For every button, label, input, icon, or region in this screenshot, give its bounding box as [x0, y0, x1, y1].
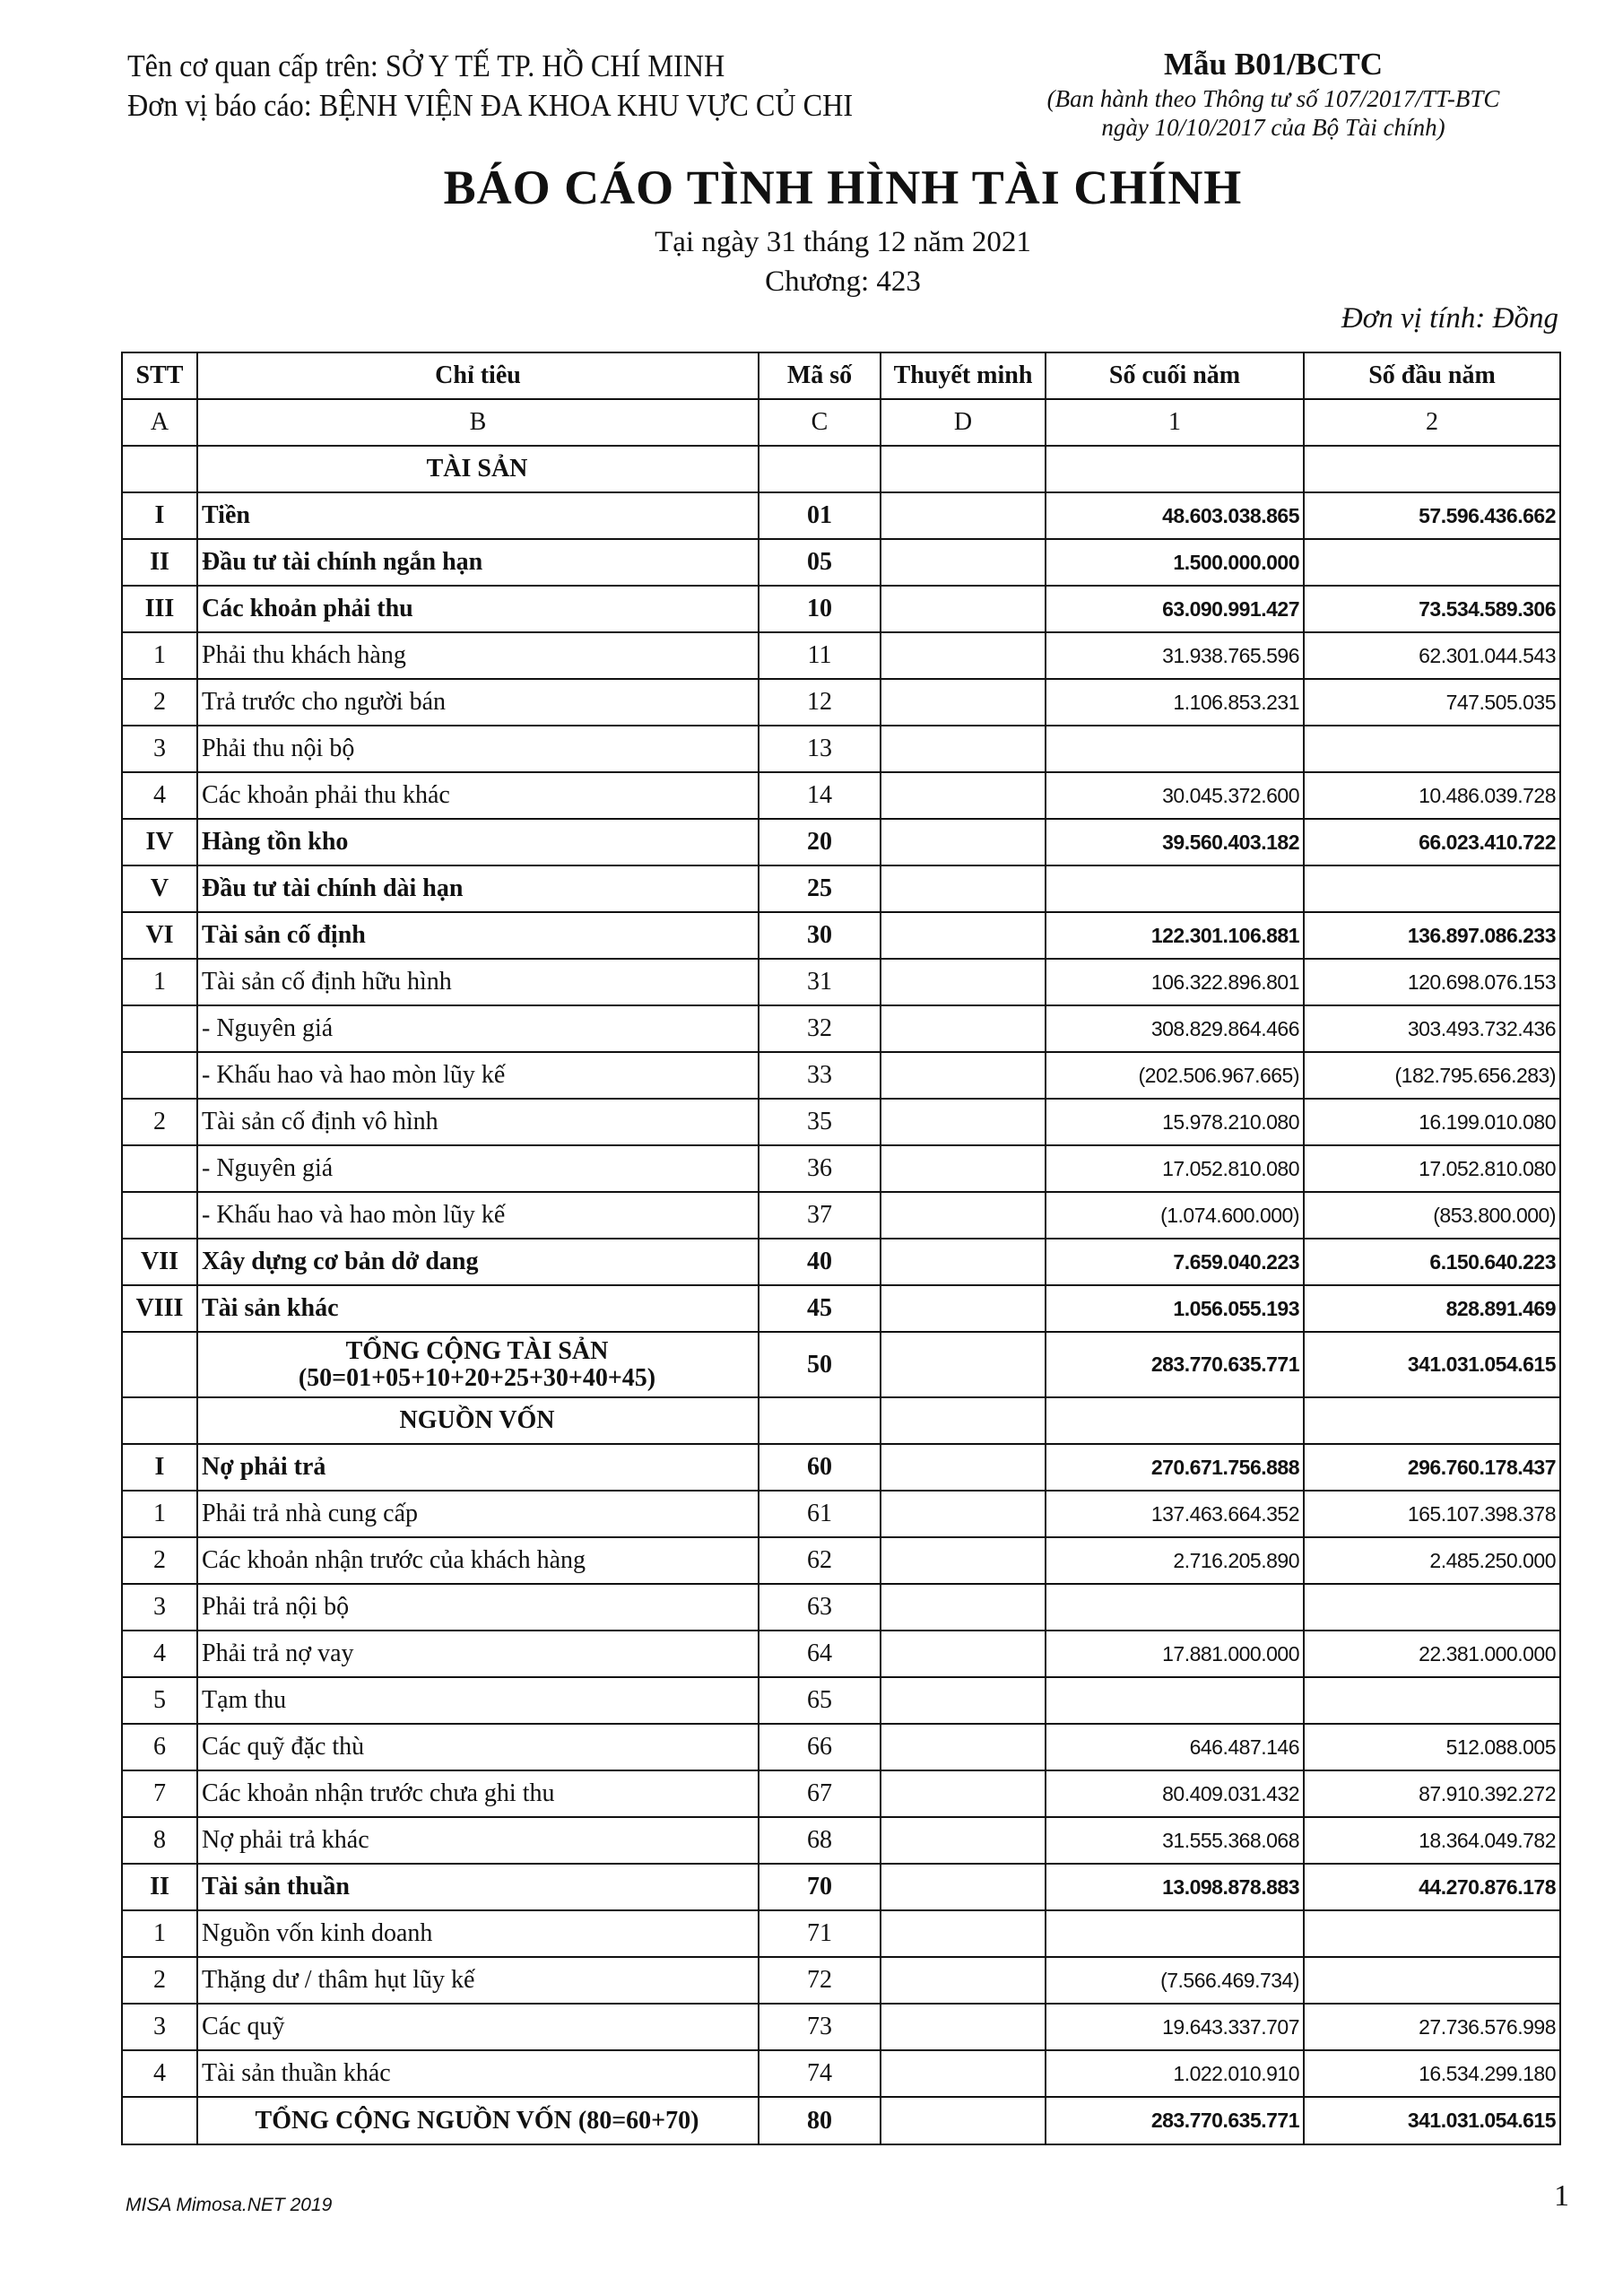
table-row [122, 1491, 1560, 1537]
row-year-start-value: 2.485.250.000 [1304, 1537, 1560, 1584]
form-info [995, 45, 1551, 142]
row-code: 20 [759, 819, 881, 865]
row-year-end-value: 283.770.635.771 [1046, 2097, 1304, 2144]
row-indicator-line1: TỔNG CỘNG TÀI SẢN [345, 1336, 609, 1365]
row-code: 33 [759, 1052, 881, 1099]
table-row [122, 1631, 1560, 1677]
row-note [881, 1770, 1046, 1817]
row-year-end-value [1046, 726, 1304, 772]
row-year-end-value [1046, 1584, 1304, 1631]
table-row [122, 1444, 1560, 1491]
table-row [122, 959, 1560, 1005]
row-year-end-value: 15.978.210.080 [1046, 1099, 1304, 1145]
row-note [881, 539, 1046, 586]
row-code: 14 [759, 772, 881, 819]
row-indicator: Tài sản cố định vô hình [197, 1099, 759, 1145]
row-year-start-value: 87.910.392.272 [1304, 1770, 1560, 1817]
row-note [881, 632, 1046, 679]
row-year-end-value: 19.643.337.707 [1046, 2004, 1304, 2050]
row-stt: 3 [122, 1584, 197, 1631]
row-year-start-value: 296.760.178.437 [1304, 1444, 1560, 1491]
report-date: Tại ngày 31 tháng 12 năm 2021 [655, 226, 1031, 258]
table-row [122, 446, 1560, 492]
table-row [122, 726, 1560, 772]
table-row [122, 586, 1560, 632]
row-note [881, 912, 1046, 959]
row-code: 72 [759, 1957, 881, 2004]
table-row [122, 1052, 1560, 1099]
table-row [122, 1285, 1560, 1332]
col-key-d: D [881, 399, 1046, 446]
row-stt: VIII [122, 1285, 197, 1332]
row-code: 45 [759, 1285, 881, 1332]
row-indicator: Trả trước cho người bán [197, 679, 759, 726]
row-indicator: Phải trả nhà cung cấp [197, 1491, 759, 1537]
row-indicator: Các quỹ [197, 2004, 759, 2050]
table-row [122, 912, 1560, 959]
table-row [122, 819, 1560, 865]
table-row [122, 1005, 1560, 1052]
row-note [881, 1631, 1046, 1677]
row-year-start-value [1304, 1910, 1560, 1957]
row-stt: 2 [122, 679, 197, 726]
row-code: 66 [759, 1724, 881, 1770]
row-year-start-value: 341.031.054.615 [1304, 2097, 1560, 2144]
row-year-start-value: 165.107.398.378 [1304, 1491, 1560, 1537]
report-title: BÁO CÁO TÌNH HÌNH TÀI CHÍNH [443, 161, 1243, 214]
row-indicator: NGUỒN VỐN [197, 1397, 759, 1444]
col-header-indicator: Chỉ tiêu [197, 352, 759, 399]
row-code: 31 [759, 959, 881, 1005]
row-stt: III [122, 586, 197, 632]
row-indicator: Tạm thu [197, 1677, 759, 1724]
row-code: 65 [759, 1677, 881, 1724]
row-note [881, 1332, 1046, 1397]
row-stt: 2 [122, 1957, 197, 2004]
row-year-end-value: 283.770.635.771 [1046, 1332, 1304, 1397]
row-year-end-value: 308.829.864.466 [1046, 1005, 1304, 1052]
row-stt: 4 [122, 2050, 197, 2097]
row-code: 12 [759, 679, 881, 726]
table-row [122, 1864, 1560, 1910]
col-header-year-start: Số đầu năm [1304, 352, 1560, 399]
row-note [881, 1239, 1046, 1285]
row-year-end-value: 48.603.038.865 [1046, 492, 1304, 539]
row-indicator: Phải thu khách hàng [197, 632, 759, 679]
row-code: 74 [759, 2050, 881, 2097]
row-year-end-value: 17.881.000.000 [1046, 1631, 1304, 1677]
table-row [122, 1910, 1560, 1957]
table-row [122, 1724, 1560, 1770]
table-row [122, 1332, 1560, 1397]
row-year-start-value: 73.534.589.306 [1304, 586, 1560, 632]
row-note [881, 1285, 1046, 1332]
form-code: Mẫu B01/BCTC [1163, 47, 1384, 82]
row-code: 01 [759, 492, 881, 539]
row-code: 70 [759, 1864, 881, 1910]
row-indicator: Tài sản khác [197, 1285, 759, 1332]
financial-position-table [121, 352, 1561, 2145]
row-stt [122, 1052, 197, 1099]
row-indicator: Phải trả nội bộ [197, 1584, 759, 1631]
row-year-end-value: 30.045.372.600 [1046, 772, 1304, 819]
row-year-end-value: 1.106.853.231 [1046, 679, 1304, 726]
row-year-end-value: 1.500.000.000 [1046, 539, 1304, 586]
row-year-start-value: 17.052.810.080 [1304, 1145, 1560, 1192]
row-note [881, 1444, 1046, 1491]
row-stt: 5 [122, 1677, 197, 1724]
report-header-left [127, 47, 853, 126]
row-year-start-value [1304, 539, 1560, 586]
row-stt: 2 [122, 1537, 197, 1584]
row-note [881, 1957, 1046, 2004]
col-header-year-end: Số cuối năm [1046, 352, 1304, 399]
row-year-start-value: 512.088.005 [1304, 1724, 1560, 1770]
row-note [881, 772, 1046, 819]
row-year-end-value: 80.409.031.432 [1046, 1770, 1304, 1817]
row-stt: II [122, 1864, 197, 1910]
table-row [122, 2004, 1560, 2050]
row-code: 50 [759, 1332, 881, 1397]
col-header-note: Thuyết minh [881, 352, 1046, 399]
row-code: 62 [759, 1537, 881, 1584]
row-year-start-value: (853.800.000) [1304, 1192, 1560, 1239]
row-indicator: TÀI SẢN [197, 446, 759, 492]
row-year-start-value: 66.023.410.722 [1304, 819, 1560, 865]
row-indicator: Nợ phải trả khác [197, 1817, 759, 1864]
row-stt: I [122, 1444, 197, 1491]
row-stt: 6 [122, 1724, 197, 1770]
col-header-stt: STT [122, 352, 197, 399]
row-note [881, 1192, 1046, 1239]
row-year-end-value: 1.022.010.910 [1046, 2050, 1304, 2097]
row-year-end-value: 31.555.368.068 [1046, 1817, 1304, 1864]
row-year-start-value: 6.150.640.223 [1304, 1239, 1560, 1285]
row-stt: VII [122, 1239, 197, 1285]
row-note [881, 1817, 1046, 1864]
row-indicator: Tài sản thuần khác [197, 2050, 759, 2097]
report-chapter: Chương: 423 [765, 265, 921, 298]
row-code: 25 [759, 865, 881, 912]
table-key-row [122, 399, 1560, 446]
row-note [881, 959, 1046, 1005]
row-year-end-value: 17.052.810.080 [1046, 1145, 1304, 1192]
page-number: 1 [1554, 2179, 1569, 2213]
row-year-start-value: 10.486.039.728 [1304, 772, 1560, 819]
row-indicator: Nợ phải trả [197, 1444, 759, 1491]
table-row [122, 1239, 1560, 1285]
row-indicator: Tài sản cố định hữu hình [197, 959, 759, 1005]
row-year-start-value: 16.534.299.180 [1304, 2050, 1560, 2097]
row-code: 80 [759, 2097, 881, 2144]
currency-unit: Đơn vị tính: Đồng [1341, 302, 1558, 335]
row-code: 73 [759, 2004, 881, 2050]
row-indicator: Phải trả nợ vay [197, 1631, 759, 1677]
row-year-start-value [1304, 726, 1560, 772]
col-key-2: 2 [1304, 399, 1560, 446]
row-code: 63 [759, 1584, 881, 1631]
table-row [122, 865, 1560, 912]
row-year-end-value: 270.671.756.888 [1046, 1444, 1304, 1491]
row-year-start-value: 341.031.054.615 [1304, 1332, 1560, 1397]
row-note [881, 1099, 1046, 1145]
row-indicator: Hàng tồn kho [197, 819, 759, 865]
table-row [122, 1192, 1560, 1239]
row-year-start-value [1304, 1957, 1560, 2004]
table-row [122, 632, 1560, 679]
row-note [881, 726, 1046, 772]
table-row [122, 1957, 1560, 2004]
table-row [122, 539, 1560, 586]
table-row [122, 1145, 1560, 1192]
row-stt: 4 [122, 772, 197, 819]
row-indicator: Phải thu nội bộ [197, 726, 759, 772]
row-indicator: Các khoản nhận trước chưa ghi thu [197, 1770, 759, 1817]
row-stt [122, 1397, 197, 1444]
col-key-c: C [759, 399, 881, 446]
row-note [881, 2004, 1046, 2050]
row-stt: 3 [122, 2004, 197, 2050]
row-stt: 1 [122, 1910, 197, 1957]
row-year-start-value [1304, 1677, 1560, 1724]
row-year-start-value: 18.364.049.782 [1304, 1817, 1560, 1864]
row-year-start-value: 62.301.044.543 [1304, 632, 1560, 679]
row-year-start-value: (182.795.656.283) [1304, 1052, 1560, 1099]
row-year-end-value: (202.506.967.665) [1046, 1052, 1304, 1099]
row-stt [122, 1145, 197, 1192]
row-stt: 4 [122, 1631, 197, 1677]
row-year-start-value: 16.199.010.080 [1304, 1099, 1560, 1145]
row-code: 60 [759, 1444, 881, 1491]
row-note [881, 865, 1046, 912]
row-indicator: Nguồn vốn kinh doanh [197, 1910, 759, 1957]
row-stt [122, 2097, 197, 2144]
row-year-end-value: 122.301.106.881 [1046, 912, 1304, 959]
row-year-end-value [1046, 1910, 1304, 1957]
row-code [759, 446, 881, 492]
row-code: 10 [759, 586, 881, 632]
row-year-start-value [1304, 865, 1560, 912]
row-year-end-value: 63.090.991.427 [1046, 586, 1304, 632]
form-note-line2: ngày 10/10/2017 của Bộ Tài chính) [1101, 114, 1445, 141]
table-row [122, 679, 1560, 726]
row-code: 71 [759, 1910, 881, 1957]
row-note [881, 2050, 1046, 2097]
row-year-end-value: 1.056.055.193 [1046, 1285, 1304, 1332]
row-stt: I [122, 492, 197, 539]
row-year-end-value [1046, 446, 1304, 492]
col-header-code: Mã số [759, 352, 881, 399]
table-row [122, 1817, 1560, 1864]
row-stt [122, 446, 197, 492]
row-year-end-value: 106.322.896.801 [1046, 959, 1304, 1005]
row-code: 30 [759, 912, 881, 959]
row-indicator [197, 1332, 759, 1397]
row-note [881, 679, 1046, 726]
row-note [881, 586, 1046, 632]
row-code: 35 [759, 1099, 881, 1145]
row-indicator: Đầu tư tài chính ngắn hạn [197, 539, 759, 586]
row-note [881, 1052, 1046, 1099]
row-indicator: Đầu tư tài chính dài hạn [197, 865, 759, 912]
row-indicator: - Nguyên giá [197, 1005, 759, 1052]
row-stt: V [122, 865, 197, 912]
row-year-end-value: 7.659.040.223 [1046, 1239, 1304, 1285]
row-year-start-value: 22.381.000.000 [1304, 1631, 1560, 1677]
row-year-end-value: 13.098.878.883 [1046, 1864, 1304, 1910]
row-indicator-line2: (50=01+05+10+20+25+30+40+45) [298, 1363, 656, 1392]
row-year-start-value [1304, 446, 1560, 492]
row-year-start-value: 303.493.732.436 [1304, 1005, 1560, 1052]
row-code: 05 [759, 539, 881, 586]
row-stt: 2 [122, 1099, 197, 1145]
form-note-line1: (Ban hành theo Thông tư số 107/2017/TT-BTC [1046, 85, 1500, 112]
row-year-start-value: 57.596.436.662 [1304, 492, 1560, 539]
row-stt [122, 1192, 197, 1239]
row-code: 67 [759, 1770, 881, 1817]
parent-agency-line: Tên cơ quan cấp trên: SỞ Y TẾ TP. HỒ CHÍ MINH [127, 48, 725, 83]
row-stt: 8 [122, 1817, 197, 1864]
table-row [122, 2050, 1560, 2097]
row-year-start-value: 136.897.086.233 [1304, 912, 1560, 959]
row-stt: 1 [122, 632, 197, 679]
row-stt: 3 [122, 726, 197, 772]
row-note [881, 1537, 1046, 1584]
row-year-start-value [1304, 1397, 1560, 1444]
row-note [881, 1910, 1046, 1957]
row-stt [122, 1005, 197, 1052]
table-body [122, 446, 1560, 2144]
row-indicator: Các khoản phải thu khác [197, 772, 759, 819]
row-year-end-value: 39.560.403.182 [1046, 819, 1304, 865]
row-year-end-value [1046, 865, 1304, 912]
row-indicator: - Khấu hao và hao mòn lũy kế [197, 1192, 759, 1239]
row-year-end-value: 137.463.664.352 [1046, 1491, 1304, 1537]
col-key-1: 1 [1046, 399, 1304, 446]
row-note [881, 1677, 1046, 1724]
row-stt: II [122, 539, 197, 586]
row-code [759, 1397, 881, 1444]
row-note [881, 1145, 1046, 1192]
row-indicator: - Khấu hao và hao mòn lũy kế [197, 1052, 759, 1099]
row-code: 64 [759, 1631, 881, 1677]
software-footer: MISA Mimosa.NET 2019 [126, 2195, 333, 2215]
row-note [881, 1584, 1046, 1631]
row-code: 68 [759, 1817, 881, 1864]
row-code: 11 [759, 632, 881, 679]
row-indicator: Các khoản phải thu [197, 586, 759, 632]
table-row [122, 1770, 1560, 1817]
row-indicator: Xây dựng cơ bản dở dang [197, 1239, 759, 1285]
row-note [881, 1491, 1046, 1537]
row-indicator: Thặng dư / thâm hụt lũy kế [197, 1957, 759, 2004]
row-note [881, 446, 1046, 492]
table-row [122, 1537, 1560, 1584]
row-year-end-value [1046, 1677, 1304, 1724]
row-stt: IV [122, 819, 197, 865]
row-year-start-value: 44.270.876.178 [1304, 1864, 1560, 1910]
row-note [881, 2097, 1046, 2144]
row-indicator: TỔNG CỘNG NGUỒN VỐN (80=60+70) [197, 2097, 759, 2144]
row-indicator: Các quỹ đặc thù [197, 1724, 759, 1770]
row-indicator: Các khoản nhận trước của khách hàng [197, 1537, 759, 1584]
row-indicator: Tài sản thuần [197, 1864, 759, 1910]
row-note [881, 1864, 1046, 1910]
row-note [881, 1397, 1046, 1444]
row-stt [122, 1332, 197, 1397]
row-code: 40 [759, 1239, 881, 1285]
row-year-end-value: 646.487.146 [1046, 1724, 1304, 1770]
row-indicator: Tiền [197, 492, 759, 539]
row-note [881, 492, 1046, 539]
col-key-b: B [197, 399, 759, 446]
table-row [122, 1397, 1560, 1444]
table-row [122, 2097, 1560, 2144]
row-note [881, 1724, 1046, 1770]
row-year-start-value: 828.891.469 [1304, 1285, 1560, 1332]
row-code: 37 [759, 1192, 881, 1239]
row-indicator: Tài sản cố định [197, 912, 759, 959]
row-year-end-value: 31.938.765.596 [1046, 632, 1304, 679]
col-key-a: A [122, 399, 197, 446]
row-stt: VI [122, 912, 197, 959]
row-year-start-value: 27.736.576.998 [1304, 2004, 1560, 2050]
row-year-start-value: 120.698.076.153 [1304, 959, 1560, 1005]
row-note [881, 1005, 1046, 1052]
table-row [122, 1584, 1560, 1631]
row-year-end-value: (1.074.600.000) [1046, 1192, 1304, 1239]
row-year-end-value: 2.716.205.890 [1046, 1537, 1304, 1584]
row-year-end-value: (7.566.469.734) [1046, 1957, 1304, 2004]
row-code: 13 [759, 726, 881, 772]
row-indicator: - Nguyên giá [197, 1145, 759, 1192]
reporting-unit-line: Đơn vị báo cáo: BỆNH VIỆN ĐA KHOA KHU VỰC CỦ CHI [127, 88, 854, 123]
table-row [122, 492, 1560, 539]
row-stt: 1 [122, 1491, 197, 1537]
row-year-start-value [1304, 1584, 1560, 1631]
row-stt: 1 [122, 959, 197, 1005]
table-row [122, 1677, 1560, 1724]
table-row [122, 1099, 1560, 1145]
row-year-end-value [1046, 1397, 1304, 1444]
row-code: 61 [759, 1491, 881, 1537]
row-year-start-value: 747.505.035 [1304, 679, 1560, 726]
row-stt: 7 [122, 1770, 197, 1817]
row-code: 36 [759, 1145, 881, 1192]
table-row [122, 772, 1560, 819]
table-header-row [122, 352, 1560, 399]
row-note [881, 819, 1046, 865]
row-code: 32 [759, 1005, 881, 1052]
